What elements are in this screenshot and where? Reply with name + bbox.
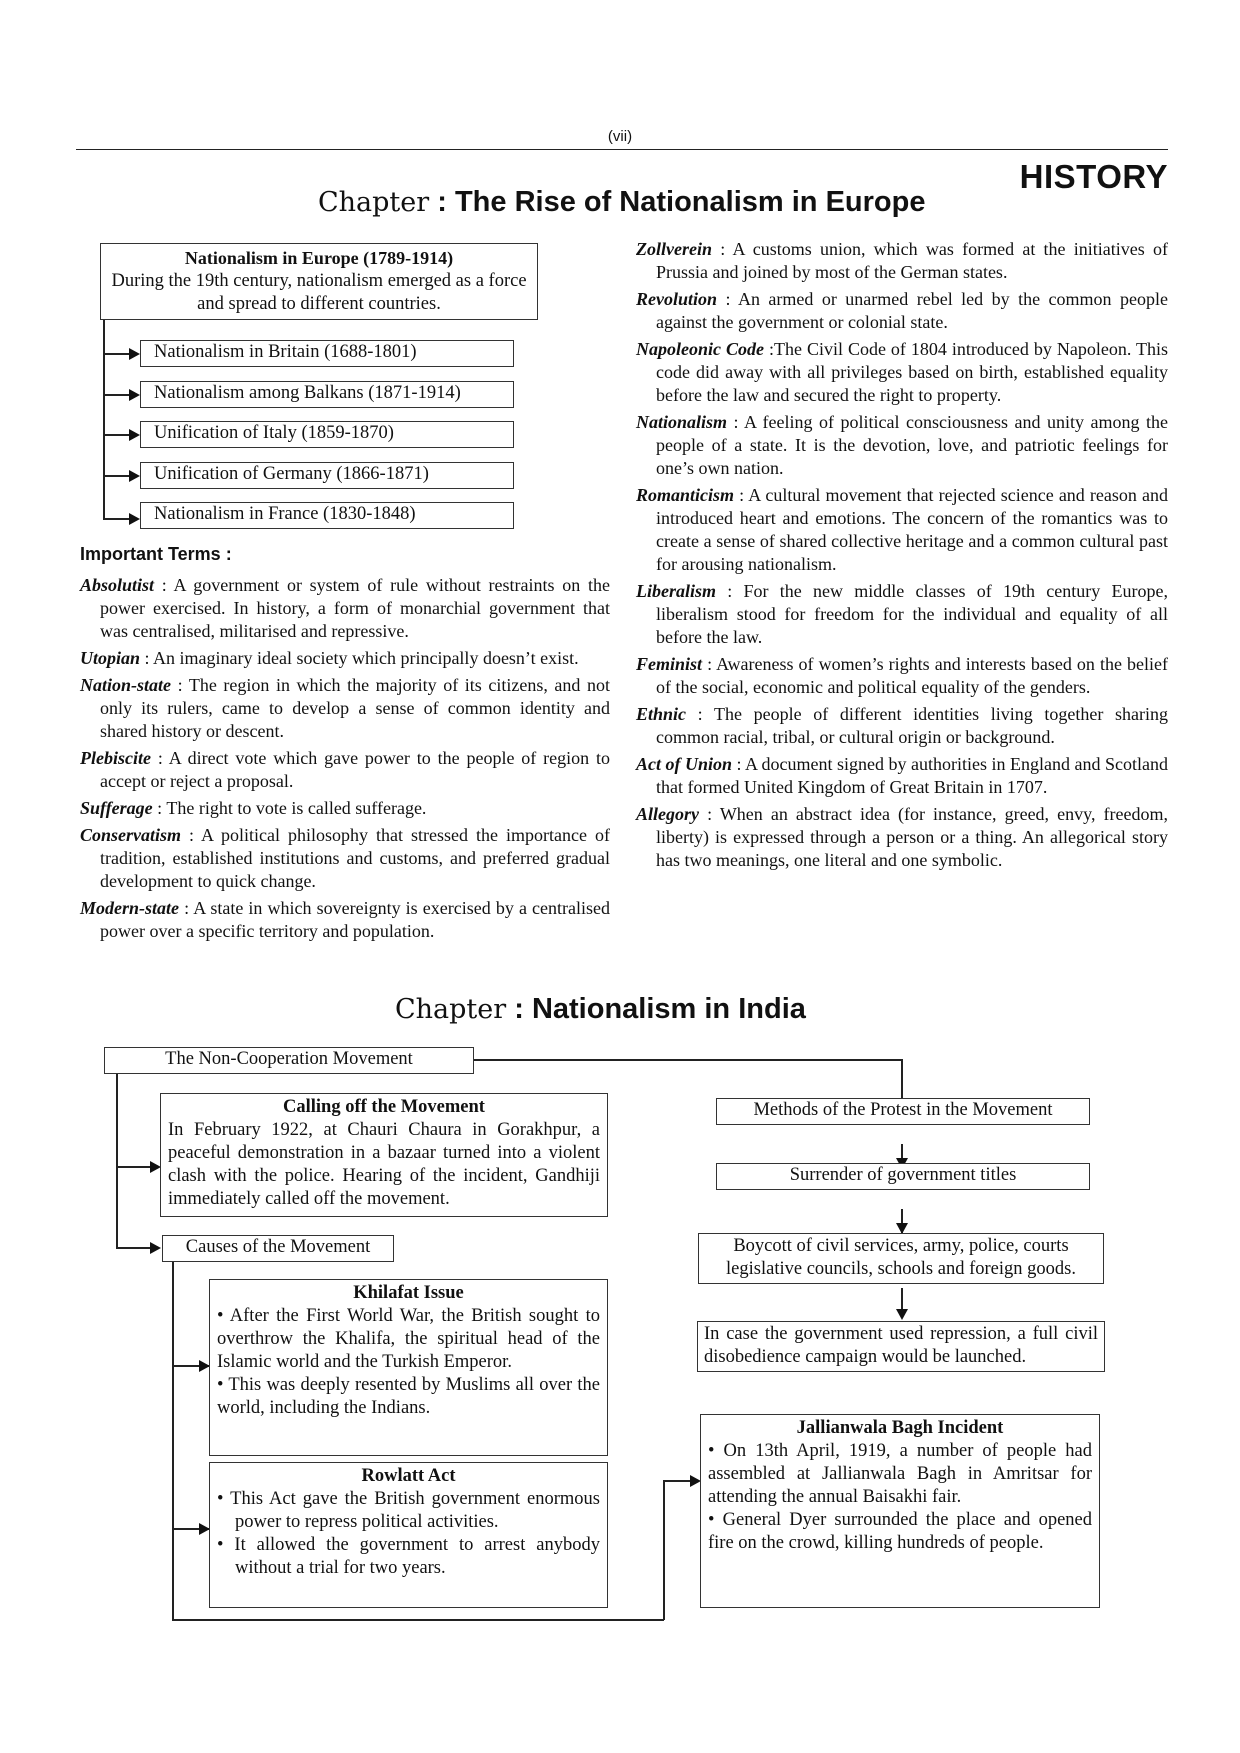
boycott-box: Boycott of civil services, army, police, courts legislative councils, schools and foreign goods. [698, 1233, 1104, 1284]
term-name: Nation-state [80, 675, 172, 695]
term-entry [636, 803, 1168, 872]
term-name: Allegory [636, 804, 699, 824]
term-entry [636, 703, 1168, 749]
jallianwala-title: Jallianwala Bagh Incident [796, 1418, 1004, 1438]
branch-connector [103, 434, 129, 436]
surrender-box: Surrender of government titles [716, 1163, 1090, 1190]
branch-arrow [129, 513, 140, 525]
subject-title: HISTORY [1019, 158, 1168, 195]
chapter2-heading [395, 993, 806, 1026]
branch-connector [103, 353, 129, 355]
calling-off-text: In February 1922, at Chauri Chaura in Gorakhpur, a peaceful demonstration in a bazaar turned into a violent clash with the police. Hearing of the incident, Gandhiji immediately called off the movement. [168, 1120, 600, 1209]
term-definition: An imaginary ideal society which principally doesn’t exist. [153, 648, 579, 668]
page-number: (vii) [607, 128, 633, 145]
causes-connector [116, 1247, 152, 1249]
europe-trunk-line [103, 320, 105, 519]
root-to-methods-vline [901, 1059, 903, 1101]
term-name: Zollverein [636, 239, 712, 259]
term-name: Conservatism [80, 825, 182, 845]
term-name: Romanticism [636, 485, 735, 505]
jallianwala-connector [663, 1480, 693, 1482]
term-sep: : [686, 704, 714, 724]
term-definition: The right to vote is called sufferage. [166, 798, 427, 818]
term-entry [80, 797, 610, 820]
repression-arrow [896, 1309, 908, 1320]
khilafat-title: Khilafat Issue [353, 1283, 464, 1303]
branch-arrow [129, 389, 140, 401]
branch-germany: Unification of Germany (1866-1871) [140, 462, 514, 489]
term-sep: : [711, 239, 733, 259]
methods-box: Methods of the Protest in the Movement [716, 1098, 1090, 1125]
term-definition: A customs union, which was formed at the initiatives of Prussia and joined by most of the German states. [656, 239, 1168, 282]
root-trunk-line [116, 1073, 118, 1248]
calling-off-box [160, 1093, 608, 1217]
chapter2-title: : Nationalism in India [514, 993, 806, 1025]
term-definition: A feeling of political consciousness and unity among the people of a state. It is the devotion, love, and patriotic feelings for one’s own nation. [656, 412, 1168, 478]
term-sep: : [727, 412, 745, 432]
branch-arrow [129, 429, 140, 441]
header-rule [76, 149, 1168, 150]
term-sep: : [732, 754, 746, 774]
jallianwala-vline [663, 1480, 665, 1620]
causes-arrow [150, 1242, 161, 1254]
jallianwala-point: • On 13th April, 1919, a number of people had assembled at Jallianwala Bagh in Amritsar for attending the annual Baisakhi fair. [708, 1441, 1092, 1507]
rowlatt-point: • It allowed the government to arrest anybody without a trial for two years. [217, 1535, 600, 1578]
europe-main-box [100, 243, 538, 320]
term-entry [80, 647, 610, 670]
term-name: Act of Union [636, 754, 733, 774]
important-terms-heading: Important Terms : [80, 544, 232, 564]
root-to-methods-line [472, 1059, 902, 1061]
term-definition: When an abstract idea (for instance, greed, envy, freedom, liberty) is expressed through a person or a thing. An allegorical story has two meanings, one literal and one symbolic. [656, 804, 1168, 870]
term-entry [636, 288, 1168, 334]
calling-off-title: Calling off the Movement [283, 1097, 485, 1117]
non-cooperation-root: The Non-Cooperation Movement [104, 1047, 474, 1074]
term-entry [636, 411, 1168, 480]
term-sep: : [152, 798, 167, 818]
term-entry [80, 574, 610, 643]
rowlatt-point: • This Act gave the British government enormous power to repress political activities. [217, 1489, 600, 1532]
branch-arrow [129, 470, 140, 482]
chapter2-prefix: Chapter [395, 994, 507, 1025]
term-sep: : [734, 485, 749, 505]
term-entry [636, 753, 1168, 799]
term-sep: : [763, 339, 774, 359]
term-name: Plebiscite [80, 748, 151, 768]
jallianwala-point: • General Dyer surrounded the place and opened fire on the crowd, killing hundreds of people. [708, 1510, 1092, 1553]
term-entry [636, 653, 1168, 699]
term-definition: A cultural movement that rejected science and reason and introduced heart and emotions. The concern of the romantics was to create a sense of shared collective heritage and a common cultural past for arousing nationalism. [656, 485, 1169, 574]
term-name: Nationalism [636, 412, 728, 432]
term-definition: A government or system of rule without restraints on the power exercised. In history, a form of monarchial government that was centralised, militarised and repressive. [100, 575, 610, 641]
term-name: Modern-state [80, 898, 179, 918]
term-entry [80, 824, 610, 893]
europe-main-title: Nationalism in Europe (1789-1914) [184, 248, 454, 268]
chapter1-title: : The Rise of Nationalism in Europe [437, 186, 926, 218]
branch-connector [103, 518, 129, 520]
term-entry [636, 238, 1168, 284]
branch-france: Nationalism in France (1830-1848) [140, 502, 514, 529]
khilafat-point: • After the First World War, the British sought to overthrow the Khalifa, the spiritual head of the Islamic world and the Turkish Emperor. [217, 1306, 600, 1372]
jallianwala-box [700, 1414, 1100, 1608]
branch-italy: Unification of Italy (1859-1870) [140, 421, 514, 448]
term-definition: A political philosophy that stressed the importance of tradition, established institutions and customs, and preferred gradual development to quick change. [100, 825, 610, 891]
rowlatt-title: Rowlatt Act [361, 1466, 456, 1486]
terms-right-column [636, 238, 1168, 876]
term-sep: : [150, 748, 169, 768]
causes-box: Causes of the Movement [162, 1235, 394, 1262]
term-definition: A document signed by authorities in England and Scotland that formed United Kingdom of Great Britain in 1707. [656, 754, 1168, 797]
term-sep: : [171, 675, 189, 695]
term-name: Utopian [80, 648, 141, 668]
term-definition: The Civil Code of 1804 introduced by Napoleon. This code did away with all privileges based on birth, established equality before the law and secured the right to property. [656, 339, 1168, 405]
repression-box: In case the government used repression, a full civil disobedience campaign would be launched. [697, 1321, 1105, 1372]
term-definition: The people of different identities living together sharing common racial, tribal, or cultural origin or background. [656, 704, 1168, 747]
term-sep: : [717, 289, 738, 309]
term-entry [636, 484, 1168, 576]
term-entry [80, 897, 610, 943]
term-definition: A state in which sovereignty is exercised by a centralised power over a specific territory and population. [100, 898, 610, 941]
term-entry [636, 338, 1168, 407]
term-entry [636, 580, 1168, 649]
rowlatt-box [209, 1462, 608, 1608]
branch-connector [103, 394, 129, 396]
term-definition: An armed or unarmed rebel led by the common people against the government or colonial state. [656, 289, 1168, 332]
term-sep: : [179, 898, 194, 918]
term-name: Absolutist [80, 575, 155, 595]
term-definition: For the new middle classes of 19th century Europe, liberalism stood for freedom for the individual and equality of all before the law. [656, 581, 1168, 647]
chapter1-heading [318, 186, 925, 219]
term-entry [80, 674, 610, 743]
term-sep: : [699, 804, 720, 824]
term-sep: : [702, 654, 717, 674]
term-name: Revolution [636, 289, 718, 309]
calling-off-connector [116, 1166, 152, 1168]
causes-bottom-line [172, 1619, 664, 1621]
khilafat-point: • This was deeply resented by Muslims all over the world, including the Indians. [217, 1375, 600, 1418]
term-definition: The region in which the majority of its citizens, and not only its rulers, came to develop a sense of common identity and shared history or descent. [100, 675, 610, 741]
causes-trunk-line [172, 1261, 174, 1620]
term-sep: : [140, 648, 154, 668]
term-name: Feminist [636, 654, 703, 674]
branch-arrow [129, 348, 140, 360]
terms-left-column [80, 574, 610, 947]
term-entry [80, 747, 610, 793]
term-definition: A direct vote which gave power to the people of region to accept or reject a proposal. [100, 748, 611, 791]
term-name: Sufferage [80, 798, 153, 818]
branch-balkans: Nationalism among Balkans (1871-1914) [140, 381, 514, 408]
term-sep: : [181, 825, 202, 845]
term-name: Liberalism [636, 581, 716, 601]
branch-britain: Nationalism in Britain (1688-1801) [140, 340, 514, 367]
term-definition: Awareness of women’s rights and interests based on the belief of the social, economic and political equality of the genders. [656, 654, 1169, 697]
term-sep: : [716, 581, 744, 601]
term-sep: : [154, 575, 174, 595]
europe-main-text: During the 19th century, nationalism emerged as a force and spread to different countries. [111, 271, 527, 314]
branch-connector [103, 475, 129, 477]
term-name: Ethnic [636, 704, 687, 724]
term-name: Napoleonic Code [636, 339, 764, 359]
khilafat-box [209, 1279, 608, 1456]
chapter1-prefix: Chapter [318, 187, 430, 218]
